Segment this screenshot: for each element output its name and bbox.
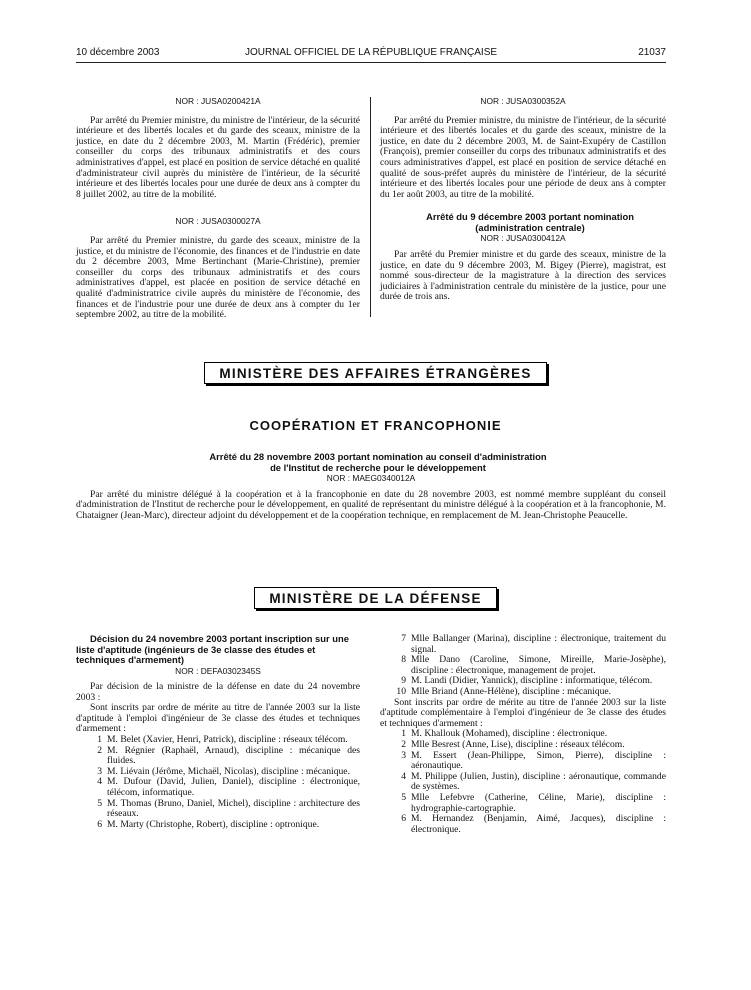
list-item bbox=[380, 814, 666, 835]
decision-intro: Sont inscrits par ordre de mérite au titre de l'année 2003 sur la liste d'aptitude à l'emploi d'ingénieur de 3e classe des études et techniques d'armement : bbox=[76, 702, 360, 735]
list-item-text: Mlle Besrest (Anne, Lise), discipline : réseaux télécom. bbox=[411, 738, 625, 750]
list-item bbox=[380, 655, 666, 676]
list-item bbox=[76, 799, 360, 820]
list-item-number: 6 bbox=[401, 813, 406, 825]
decree-title: Arrêté du 9 décembre 2003 portant nomination bbox=[426, 211, 634, 223]
header-journal-title: JOURNAL OFFICIEL DE LA RÉPUBLIQUE FRANÇAISE bbox=[244, 47, 498, 58]
list-item bbox=[380, 740, 666, 751]
list-item-number: 5 bbox=[97, 797, 102, 809]
header-date: 10 décembre 2003 bbox=[76, 47, 160, 58]
list-item-number: 8 bbox=[401, 654, 406, 666]
list-item bbox=[380, 634, 666, 655]
list-item-text: M. Liévain (Jérôme, Michaël, Nicolas), discipline : mécanique. bbox=[107, 765, 350, 777]
aptitude-list-main bbox=[76, 735, 360, 830]
nor-reference: NOR : JUSA0300412A bbox=[480, 233, 566, 244]
list-item-number: 5 bbox=[401, 791, 406, 803]
list-item bbox=[380, 687, 666, 698]
decree-title-sub: (administration centrale) bbox=[475, 221, 585, 233]
list-item-number: 3 bbox=[401, 749, 406, 761]
list-item-text: M. Thomas (Bruno, Daniel, Michel), discipline : architecture des réseaux. bbox=[107, 797, 360, 820]
list-item-text: Mlle Ballanger (Marina), discipline : électronique, traitement du signal. bbox=[411, 633, 666, 655]
list-item-number: 4 bbox=[97, 776, 102, 788]
ministry1-decree bbox=[76, 452, 666, 521]
header-page-number: 21037 bbox=[638, 47, 666, 58]
list-item-number: 2 bbox=[401, 738, 406, 750]
list-item-text: M. Khallouk (Mohamed), discipline : électronique. bbox=[411, 728, 608, 740]
section-heading: COOPÉRATION ET FRANCOPHONIE bbox=[249, 418, 502, 433]
list-item bbox=[76, 820, 360, 831]
list-item bbox=[380, 772, 666, 793]
nor-reference: NOR : JUSA0300352A bbox=[480, 96, 566, 106]
list-item bbox=[380, 751, 666, 772]
ministry-banner-defense bbox=[0, 587, 751, 609]
list-item bbox=[380, 793, 666, 814]
header-rule bbox=[76, 62, 666, 63]
ministry-banner-foreign-affairs bbox=[0, 362, 751, 384]
decision-intro: Par décision de la ministre de la défense en date du 24 novembre 2003 : bbox=[76, 681, 360, 703]
decree-title: Arrêté du 28 novembre 2003 portant nomination au conseil d'administration bbox=[209, 451, 547, 462]
decree-paragraph: Par arrêté du ministre délégué à la coopération et à la francophonie en date du 28 novembre 2003, est nommé membre suppléant du conseil d'administration de l'Institut de recherche pour le développement, en qualité de représentant du ministre délégué à la coopération et à la francophonie, M. Chataigner (Jean-Marc), directeur adjoint du développement et de la coopération technique, en remplacement de M. Jean-Christophe Peaucelle. bbox=[76, 488, 666, 521]
ministry-label: MINISTÈRE DES AFFAIRES ÉTRANGÈRES bbox=[204, 362, 546, 384]
list-item-text: M. Belet (Xavier, Henri, Patrick), discipline : réseaux télécom. bbox=[107, 734, 348, 746]
decree-paragraph: Par arrêté du Premier ministre, du garde des sceaux, ministre de la justice, et du ministre de l'économie, des finances et de l'industrie en date du 2 décembre 2003, Mme Bertinchant (Marie-Christine), premier conseiller du corps des tribunaux administratifs et des cours administratives d'appel, est placée en position de service détaché en qualité d'administratrice civile auprès du ministère de l'économie, des finances et de l'industrie pour une durée de deux ans à compter du 1er septembre 2002, au titre de la mobilité. bbox=[76, 234, 360, 321]
defense-right-column bbox=[380, 634, 666, 835]
ministry-label: MINISTÈRE DE LA DÉFENSE bbox=[254, 587, 496, 609]
aptitude-list-complementary bbox=[380, 729, 666, 835]
decision-title: Décision du 24 novembre 2003 portant inscription sur une liste d'aptitude (ingénieurs de 3e classe des études et techniques d'armement) bbox=[76, 633, 349, 665]
list-item-number: 4 bbox=[401, 770, 406, 782]
page-header bbox=[76, 47, 666, 63]
list-item-text: Mlle Briand (Anne-Hélène), discipline : mécanique. bbox=[411, 685, 612, 697]
defense-left-column bbox=[76, 634, 360, 830]
list-item-text: M. Essert (Jean-Philippe, Simon, Pierre), discipline : aéronautique. bbox=[411, 749, 666, 772]
list-item-text: M. Dufour (David, Julien, Daniel), discipline : électronique, télécom, informatique. bbox=[107, 776, 360, 799]
list-item-text: Mlle Lefebvre (Catherine, Céline, Marie), discipline : hydrographie-cartographie. bbox=[411, 791, 666, 814]
list-item-number: 6 bbox=[97, 818, 102, 830]
list-item-number: 9 bbox=[401, 675, 406, 687]
list-item-text: M. Philippe (Julien, Justin), discipline : aéronautique, commande de systèmes. bbox=[411, 770, 666, 793]
list-item-text: M. Hernandez (Benjamin, Aimé, Jacques), discipline : électronique. bbox=[411, 813, 666, 835]
decree-title-sub: de l'Institut de recherche pour le développement bbox=[270, 461, 486, 473]
list-item-text: M. Régnier (Raphaël, Arnaud), discipline : mécanique des fluides. bbox=[107, 744, 360, 767]
list-item-number: 3 bbox=[97, 765, 102, 777]
list-item bbox=[76, 777, 360, 798]
list-item-number: 10 bbox=[396, 685, 406, 697]
list-item bbox=[76, 746, 360, 767]
list-item-number: 1 bbox=[97, 734, 102, 746]
list-item-number: 1 bbox=[401, 728, 406, 740]
column-separator bbox=[370, 97, 371, 317]
decree-paragraph: Par arrêté du Premier ministre et du garde des sceaux, ministre de la justice, en date du 9 décembre 2003, M. Bigey (Pierre), magistrat, est nommé sous-directeur de la magistrature à la direction des services judiciaires à l'administration centrale du ministère de la justice, pour une durée de trois ans. bbox=[380, 248, 666, 303]
aptitude-list-main-continued bbox=[380, 634, 666, 698]
list-item-number: 2 bbox=[97, 744, 102, 756]
list-item-text: M. Landi (Didier, Yannick), discipline : informatique, télécom. bbox=[411, 675, 653, 687]
nor-reference: NOR : JUSA0300027A bbox=[175, 216, 261, 227]
decree-paragraph: Par arrêté du Premier ministre, du ministre de l'intérieur, de la sécurité intérieure et des libertés locales et du garde des sceaux, ministre de la justice, en date du 2 décembre 2003, M. Martin (Frédéric), premier conseiller du corps des tribunaux administratifs et des cours administratives d'appel, est placé en position de service détaché en qualité d'administrateur civil auprès du ministère de l'intérieur, de la sécurité intérieure et des libertés locales pour une durée de deux ans à compter du 8 juillet 2002, au titre de la mobilité. bbox=[76, 114, 360, 200]
decision-intro: Sont inscrits par ordre de mérite au titre de l'année 2003 sur la liste d'aptitude complémentaire à l'emploi d'ingénieur de 3e classe des études et techniques d'armement : bbox=[380, 696, 666, 729]
list-item-text: M. Marty (Christophe, Robert), discipline : optronique. bbox=[107, 818, 320, 830]
top-right-column bbox=[380, 96, 666, 303]
decree-paragraph: Par arrêté du Premier ministre, du ministre de l'intérieur, de la sécurité intérieure et des libertés locales et du garde des sceaux, ministre de la justice, en date du 2 décembre 2003, M. de Saint-Exupéry de Castillon (François), premier conseiller du corps des tribunaux administratifs et des cours administratives d'appel, est placé en position de service détaché en qualité de sous-préfet auprès du ministère de l'intérieur, de la sécurité intérieure et des libertés locales pour une période de deux ans à compter du 1er août 2003, au titre de la mobilité. bbox=[380, 114, 666, 200]
list-item-number: 7 bbox=[401, 633, 406, 644]
list-item-text: Mlle Dano (Caroline, Simone, Mireille, Marie-Josèphe), discipline : électronique, management de projet. bbox=[411, 654, 666, 676]
top-left-column bbox=[76, 96, 360, 321]
nor-reference: NOR : DEFA0302345S bbox=[175, 665, 261, 676]
nor-reference: NOR : JUSA0200421A bbox=[175, 96, 261, 106]
nor-reference: NOR : MAEG0340012A bbox=[326, 473, 416, 483]
